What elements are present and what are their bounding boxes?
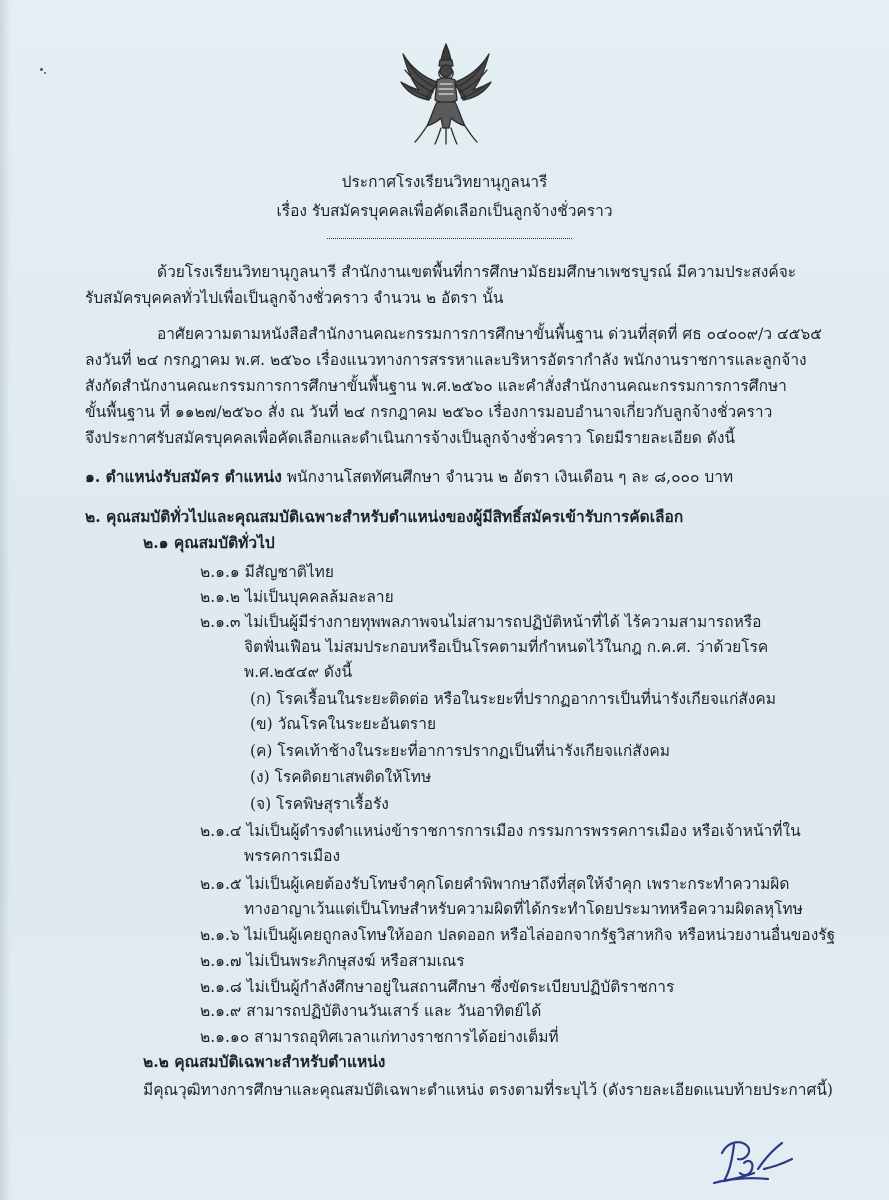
announcement-subject: เรื่อง รับสมัครบุคคลเพื่อคัดเลือกเป็นลูกจ้างชั่วคราว [276,202,613,220]
item-2-1-1: ๒.๑.๑ มีสัญชาติไทย [200,563,334,581]
garuda-emblem-icon [397,42,495,146]
section-2-2-text: มีคุณวุฒิทางการศึกษาและคุณสมบัติเฉพาะตำแหน่ง ตรงตามที่ระบุไว้ (ดังรายละเอียดแนบท้ายประกาศนี้) [143,1081,833,1099]
title-divider [327,238,572,239]
authority-line-3: สังกัดสำนักงานคณะกรรมการการศึกษาขั้นพื้นฐาน พ.ศ.๒๕๖๐ และคำสั่งสำนักงานคณะกรรมการการศึกษา [85,377,787,395]
item-2-1-6: ๒.๑.๖ ไม่เป็นผู้เคยถูกลงโทษให้ออก ปลดออก หรือไล่ออกจากรัฐวิสาหกิจ หรือหน่วยงานอื่นของรัฐ [200,926,836,944]
item-2-1-5-line-2: ทางอาญาเว้นแต่เป็นโทษสำหรับความผิดที่ได้กระทำโดยประมาทหรือความผิดลหุโทษ [244,900,803,918]
item-2-1-9: ๒.๑.๙ สามารถปฏิบัติงานวันเสาร์ และ วันอาทิตย์ได้ [200,1002,542,1020]
disease-item-e: (จ) โรคพิษสุราเรื้อรัง [250,795,389,813]
authority-line-2: ลงวันที่ ๒๔ กรกฎาคม พ.ศ. ๒๕๖๐ เรื่องแนวทางการสรรหาและบริหารอัตรากำลัง พนักงานราชการและลูกจ้าง [85,351,807,369]
item-2-1-4-line-2: พรรคการเมือง [244,847,341,865]
scan-speck [40,68,43,71]
intro-line-2: รับสมัครบุคคลทั่วไปเพื่อเป็นลูกจ้างชั่วคราว จำนวน ๒ อัตรา นั้น [85,289,504,307]
disease-item-d: (ง) โรคติดยาเสพติดให้โทษ [250,768,432,786]
authority-line-1: อาศัยความตามหนังสือสำนักงานคณะกรรมการการศึกษาขั้นพื้นฐาน ด่วนที่สุดที่ ศธ ๐๔๐๐๙/ว ๔๕๖๕ [157,325,822,343]
item-2-1-3-line-2: จิตฟั่นเฟือน ไม่สมประกอบหรือเป็นโรคตามที่กำหนดไว้ในกฎ ก.ค.ศ. ว่าด้วยโรค [244,638,769,656]
authority-line-5: จึงประกาศรับสมัครบุคคลเพื่อคัดเลือกและดำเนินการจ้างเป็นลูกจ้างชั่วคราว โดยมีรายละเอียด ดังนี้ [85,429,736,447]
signature-initials [708,1133,800,1189]
section-2-1-heading: ๒.๑ คุณสมบัติทั่วไป [143,533,275,552]
section-1-text: พนักงานโสตทัศนศึกษา จำนวน ๒ อัตรา เงินเดือน ๆ ละ ๘,๐๐๐ บาท [286,468,734,486]
section-2-2-heading: ๒.๒ คุณสมบัติเฉพาะสำหรับตำแหน่ง [143,1052,386,1071]
intro-line-1: ด้วยโรงเรียนวิทยานุกูลนารี สำนักงานเขตพื้นที่การศึกษามัธยมศึกษาเพชรบูรณ์ มีความประสงค์จะ [157,263,797,281]
section-1-heading: ๑. ตำแหน่งรับสมัคร ตำแหน่ง [85,467,282,486]
item-2-1-4-line-1: ๒.๑.๔ ไม่เป็นผู้ดำรงตำแหน่งข้าราชการการเมือง กรรมการพรรคการเมือง หรือเจ้าหน้าที่ใน [200,822,801,840]
announcement-title: ประกาศโรงเรียนวิทยานุกูลนารี [341,173,548,191]
disease-item-a: (ก) โรคเรื้อนในระยะติดต่อ หรือในระยะที่ปรากฏอาการเป็นที่น่ารังเกียจแก่สังคม [250,690,776,708]
item-2-1-7: ๒.๑.๗ ไม่เป็นพระภิกษุสงฆ์ หรือสามเณร [200,952,465,970]
item-2-1-3-line-1: ๒.๑.๓ ไม่เป็นผู้มีร่างกายทุพพลภาพจนไม่สามารถปฏิบัติหน้าที่ได้ ไร้ความสามารถหรือ [200,613,762,631]
disease-item-b: (ข) วัณโรคในระยะอันตราย [250,715,437,733]
item-2-1-5-line-1: ๒.๑.๕ ไม่เป็นผู้เคยต้องรับโทษจำคุกโดยคำพิพากษาถึงที่สุดให้จำคุก เพราะกระทำความผิด [200,875,790,893]
item-2-1-8: ๒.๑.๘ ไม่เป็นผู้กำลังศึกษาอยู่ในสถานศึกษา ซึ่งขัดระเบียบปฏิบัติราชการ [200,978,675,996]
item-2-1-3-line-3: พ.ศ.๒๕๔๙ ดังนี้ [244,663,353,681]
disease-item-c: (ค) โรคเท้าช้างในระยะที่อาการปรากฏเป็นที่น่ารังเกียจแก่สังคม [250,742,670,760]
authority-line-4: ขั้นพื้นฐาน ที่ ๑๑๒๗/๒๕๖๐ สั่ง ณ วันที่ ๒๔ กรกฎาคม ๒๕๖๐ เรื่องการมอบอำนาจเกี่ยวกับลูกจ้างชั่วคราว [85,403,773,421]
item-2-1-2: ๒.๑.๒ ไม่เป็นบุคคลล้มละลาย [200,588,394,606]
scan-speck [44,72,46,74]
section-1 [85,466,733,488]
section-2-heading: ๒. คุณสมบัติทั่วไปและคุณสมบัติเฉพาะสำหรับตำแหน่งของผู้มีสิทธิ์สมัครเข้ารับการคัดเลือก [85,507,684,526]
item-2-1-10: ๒.๑.๑๐ สามารถอุทิศเวลาแก่ทางราชการได้อย่างเต็มที่ [200,1028,559,1046]
